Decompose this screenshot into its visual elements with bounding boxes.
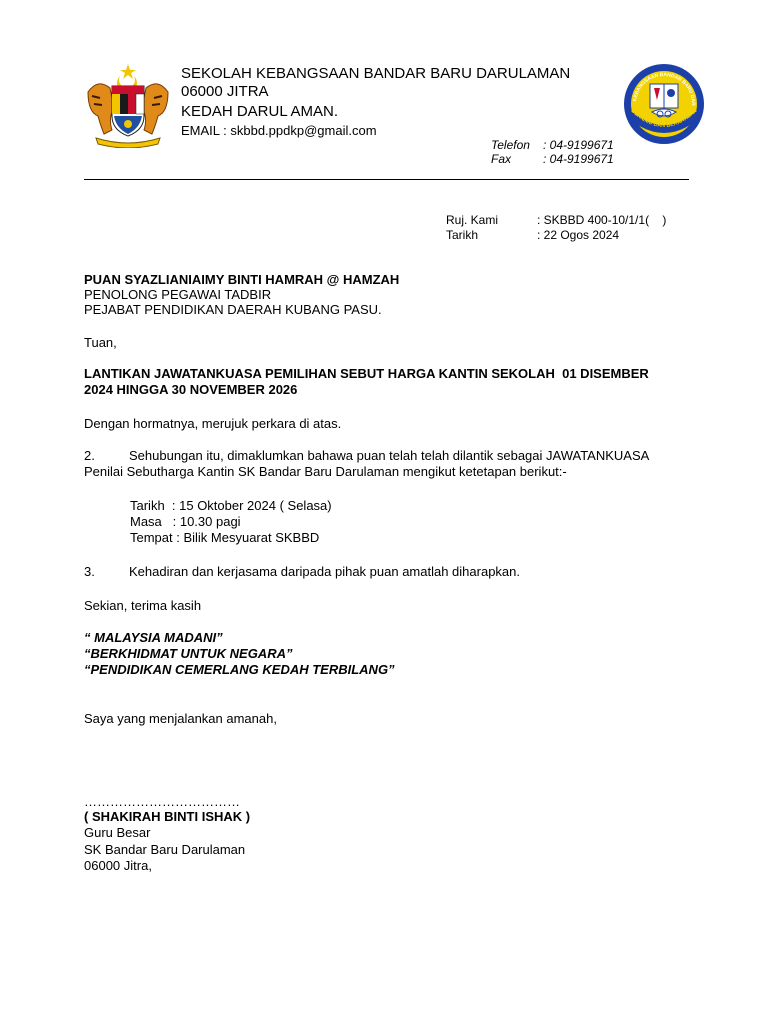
header-divider bbox=[84, 179, 689, 180]
fax-line bbox=[491, 152, 614, 166]
amanah-line: Saya yang menjalankan amanah, bbox=[84, 711, 277, 726]
school-state: KEDAH DARUL AMAN. bbox=[181, 103, 338, 120]
school-badge-logo bbox=[622, 62, 706, 146]
tarikh-value: : 22 Ogos 2024 bbox=[537, 228, 620, 242]
signatory-school: SK Bandar Baru Darulaman bbox=[84, 842, 246, 857]
detail-tempat: Tempat : Bilik Mesyuarat SKBBD bbox=[130, 530, 320, 545]
paragraph-3 bbox=[84, 564, 520, 580]
closing-line: Sekian, terima kasih bbox=[84, 598, 202, 613]
paragraph-2-line-1 bbox=[84, 448, 649, 464]
motto-3: “PENDIDIKAN CEMERLANG KEDAH TERBILANG” bbox=[84, 662, 395, 677]
paragraph-2-text-1: Sehubungan itu, dimaklumkan bahawa puan telah telah dilantik sebagai JAWATANKUASA bbox=[129, 448, 650, 463]
telefon-value: : 04-9199671 bbox=[543, 138, 614, 152]
ref-ruj-line bbox=[446, 213, 666, 228]
signatory-name: ( SHAKIRAH BINTI ISHAK ) bbox=[84, 809, 251, 824]
paragraph-2-number: 2. bbox=[84, 448, 95, 463]
telefon-line bbox=[491, 138, 614, 152]
signatory-title: Guru Besar bbox=[84, 825, 151, 840]
motto-2: “BERKHIDMAT UNTUK NEGARA” bbox=[84, 646, 293, 661]
paragraph-3-number: 3. bbox=[84, 564, 95, 579]
recipient-name: PUAN SYAZLIANIAIMY BINTI HAMRAH @ HAMZAH bbox=[84, 272, 400, 287]
detail-tarikh: Tarikh : 15 Oktober 2024 ( Selasa) bbox=[130, 498, 332, 513]
school-email: EMAIL : skbbd.ppdkp@gmail.com bbox=[181, 123, 377, 138]
ruj-value: : SKBBD 400-10/1/1( ) bbox=[537, 213, 667, 227]
recipient-position: PENOLONG PEGAWAI TADBIR bbox=[84, 287, 272, 302]
ref-tarikh-line bbox=[446, 228, 619, 243]
tarikh-label: Tarikh bbox=[446, 228, 479, 242]
school-name: SEKOLAH KEBANGSAAN BANDAR BARU DARULAMAN bbox=[181, 65, 571, 82]
signatory-town: 06000 Jitra, bbox=[84, 858, 152, 873]
motto-1: “ MALAYSIA MADANI” bbox=[84, 630, 223, 645]
opening-line: Dengan hormatnya, merujuk perkara di atas. bbox=[84, 416, 342, 431]
subject-line-2: 2024 HINGGA 30 NOVEMBER 2026 bbox=[84, 382, 298, 397]
salutation: Tuan, bbox=[84, 335, 117, 350]
paragraph-2-line-2: Penilai Sebutharga Kantin SK Bandar Baru Darulaman mengikut ketetapan berikut:- bbox=[84, 464, 567, 479]
fax-label: Fax bbox=[491, 152, 512, 166]
recipient-office: PEJABAT PENDIDIKAN DAERAH KUBANG PASU. bbox=[84, 302, 382, 317]
badge-ribbon-text: BERILMU DAN BERAKHLAK bbox=[629, 108, 699, 130]
paragraph-3-text: Kehadiran dan kerjasama daripada pihak puan amatlah diharapkan. bbox=[129, 564, 520, 579]
fax-value: : 04-9199671 bbox=[543, 152, 614, 166]
school-postcode-town: 06000 JITRA bbox=[181, 83, 269, 100]
ruj-label: Ruj. Kami bbox=[446, 213, 499, 227]
coat-of-arms-logo bbox=[82, 62, 174, 148]
telefon-label: Telefon bbox=[491, 138, 530, 152]
badge-top-text: KEBANGSAAN BANDAR BARU DAR bbox=[632, 71, 697, 106]
detail-masa: Masa : 10.30 pagi bbox=[130, 514, 241, 529]
signature-dots: ……………………………… bbox=[84, 794, 240, 809]
subject-line-1: LANTIKAN JAWATANKUASA PEMILIHAN SEBUT HARGA KANTIN SEKOLAH 01 DISEMBER bbox=[84, 366, 649, 381]
